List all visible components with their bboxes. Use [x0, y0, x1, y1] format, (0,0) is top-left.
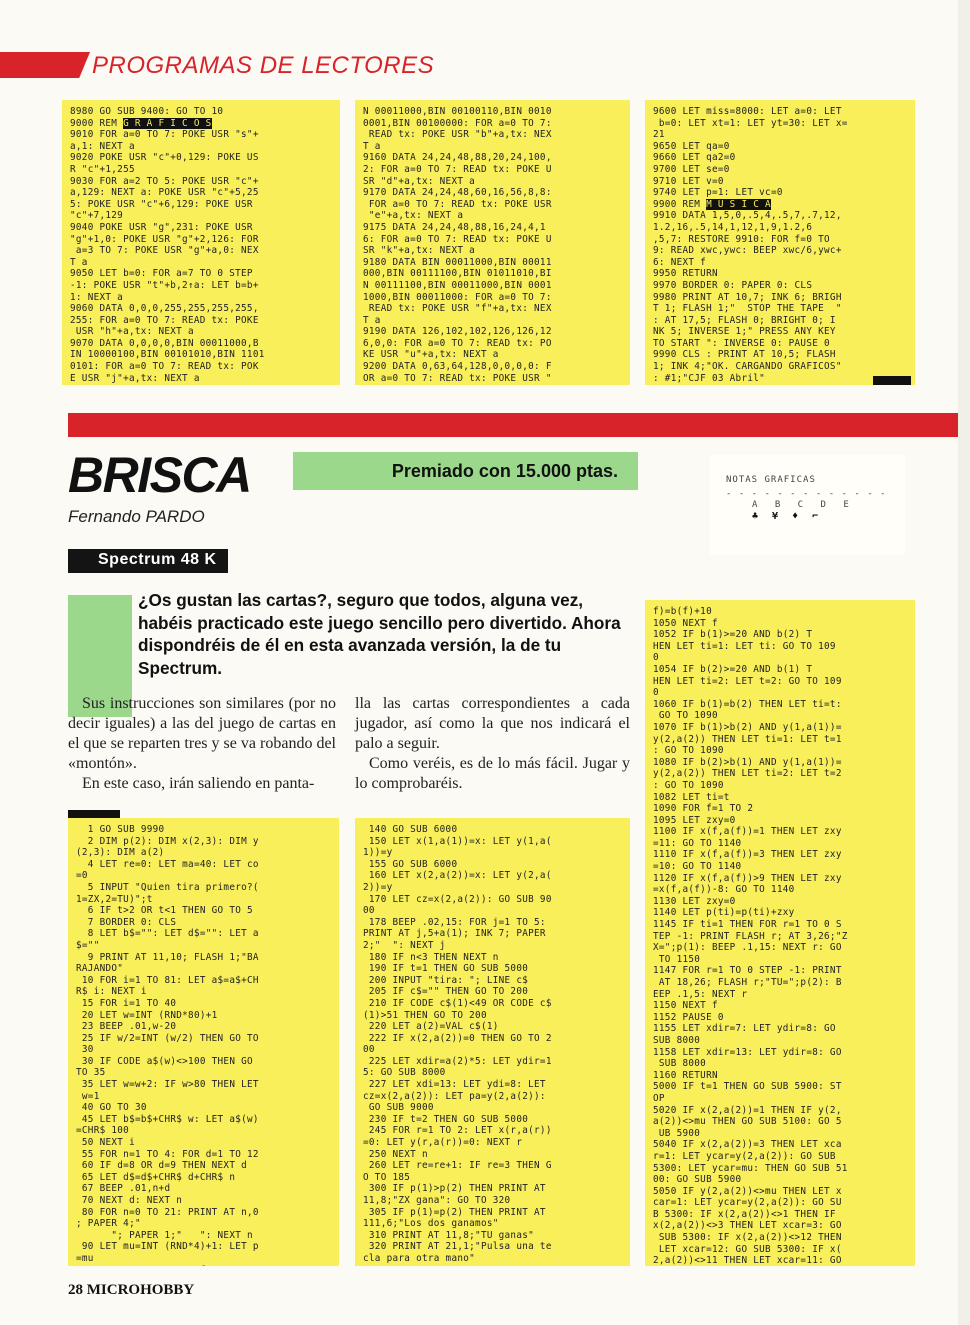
page-edge — [958, 0, 970, 1325]
code-line: w=1 — [76, 1090, 100, 1102]
code-line: 1070 IF b(1)>b(2) AND y(1,a(1))= — [653, 721, 842, 733]
code-line: 60 IF d=8 OR d=9 THEN NEXT d — [76, 1160, 248, 1172]
code-line: 205 IF c$="" THEN GO TO 200 — [363, 986, 529, 998]
code-line: $="" — [76, 939, 100, 951]
code-line: 245 FOR r=1 TO 2: LET x(r,a(r)) — [363, 1125, 552, 1137]
code-line — [363, 384, 624, 385]
code-line: 1 GO SUB 9990 — [76, 824, 165, 835]
code-line: R$ i: NEXT i — [76, 986, 147, 998]
code-line: 21 — [653, 129, 665, 141]
code-line: 9900 REM M U S I C A — [653, 198, 771, 210]
code-line: 1; INK 4;"OK. CARGANDO GRAFICOS" — [653, 361, 842, 373]
code-line: 1=ZX,2=TU)";t — [76, 893, 153, 905]
code-line: a(2))<>mu THEN GO SUB 5100: GO 5 — [653, 1116, 842, 1128]
code-line: NK 5; INVERSE 1;" PRESS ANY KEY — [653, 326, 836, 338]
code-line: 9000 REM G R A F I C O S — [70, 117, 212, 129]
code-line: 6: FOR a=0 TO 7: READ tx: POKE U — [363, 233, 552, 245]
body-paragraph: En este caso, irán saliendo en panta- — [82, 775, 315, 792]
code-line: 1145 IF ti=1 THEN FOR r=1 TO 0 S — [653, 919, 842, 931]
code-line: N 00011000,BIN 00100110,BIN 0010 — [363, 106, 552, 117]
code-line: TEP -1: PRINT FLASH r; AT 3,26;"Z — [653, 930, 848, 942]
code-line: "c"+7,129 — [70, 210, 124, 222]
body-column-2 — [355, 694, 630, 794]
code-line: 1000,BIN 00011000: FOR a=0 TO 7: — [363, 291, 552, 303]
listing-start-marker — [68, 810, 120, 818]
code-line: 1100 IF x(f,a(f))=1 THEN LET zxy — [653, 826, 842, 838]
code-line: 2: FOR a=0 TO 7: READ tx: POKE U — [363, 163, 552, 175]
code-line — [363, 1265, 624, 1266]
code-line: 4 LET re=0: LET ma=40: LET co — [76, 858, 259, 870]
notes-dashes: - - - - - - - - - - - - - — [726, 489, 887, 499]
code-line: B 5300: IF x(2,a(2))<>1 THEN IF — [653, 1208, 836, 1220]
code-line: UB 5900 — [653, 1127, 701, 1139]
listing-bottom-3 — [645, 600, 915, 1266]
code-line: 9980 PRINT AT 10,7; INK 6; BRIGH — [653, 291, 842, 303]
code-line: EEP .1,5: NEXT r — [653, 988, 748, 1000]
code-line: 111,6;"Los dos ganamos" — [363, 1218, 499, 1230]
code-line: 1052 IF b(1)>=20 AND b(2) T — [653, 629, 813, 641]
code-line: a,129: NEXT a: POKE USR "c"+5,25 — [70, 187, 259, 199]
code-line: X=";p(1): BEEP .1,15: NEXT r: GO — [653, 942, 842, 954]
code-line: 8980 GO SUB 9400: GO TO 10 — [70, 106, 224, 117]
code-line: =x(f,a(f))-8: GO TO 1140 — [653, 884, 795, 896]
body-paragraph: Sus instrucciones son similares (por no decir iguales) a las del juego de cartas en el que se reparten tres y se va robando del «montón». — [68, 695, 336, 772]
header-accent — [0, 52, 90, 78]
code-line: 260 LET re=re+1: IF re=3 THEN G — [363, 1160, 552, 1172]
code-line: 1080 IF b(2)>b(1) AND y(1,a(1))= — [653, 756, 842, 768]
code-line: HEN LET ti=2: LET t=2: GO TO 109 — [653, 675, 842, 687]
code-line: 90 LET mu=INT (RND*4)+1: LET p — [76, 1241, 259, 1253]
code-line: "g"+1,0: POKE USR "g"+2,126: FOR — [70, 233, 259, 245]
code-line: 1: NEXT a — [70, 291, 124, 303]
code-line: TO 35 — [76, 1067, 106, 1079]
code-line: 310 PRINT AT 11,8;"TU ganas" — [363, 1229, 535, 1241]
code-line: 1))=y — [363, 847, 393, 859]
code-line: 2;" ": NEXT j — [363, 939, 446, 951]
code-line: 300 IF p(1)>p(2) THEN PRINT AT — [363, 1183, 546, 1195]
notes-glyphs: ♣ ¥ ♦ ⌐ — [752, 511, 823, 522]
code-line: AT 18,26; FLASH r;"TU=";p(2): B — [653, 977, 842, 988]
code-line: 1147 FOR r=1 TO 0 STEP -1: PRINT — [653, 965, 842, 977]
code-line: x(2,a(2))<>3 THEN LET xcar=3: GO — [653, 1220, 842, 1232]
code-line: 9180 DATA BIN 00011000,BIN 00011 — [363, 256, 552, 268]
code-line: 9600 LET miss=8000: LET a=0: LET — [653, 106, 842, 117]
code-line: 1140 LET p(ti)=p(ti)+zxy — [653, 907, 795, 919]
code-line: READ tx: POKE USR "b"+a,tx: NEX — [363, 129, 552, 141]
code-line: OP — [653, 1092, 665, 1104]
code-line: 70 NEXT d: NEXT n — [76, 1195, 183, 1206]
code-line: 35 LET w=w+2: IF w>80 THEN LET — [76, 1079, 259, 1091]
code-line: "; PAPER 1;" ": NEXT n — [76, 1229, 253, 1241]
code-line: 9010 FOR a=0 TO 7: POKE USR "s"+ — [70, 129, 259, 141]
code-line: 220 LET a(2)=VAL c$(1) — [363, 1021, 499, 1033]
code-line: car=1: LET ycar=y(2,a(2)): GO SU — [653, 1197, 842, 1209]
code-line: 320 PRINT AT 21,1;"Pulsa una te — [363, 1241, 552, 1253]
listing-bottom-1 — [68, 818, 339, 1266]
code-line: 9700 LET se=0 — [653, 163, 730, 175]
code-line: LET xcar=12: GO SUB 5300: IF x( — [653, 1243, 842, 1255]
code-line: 2,a(2))<>11 THEN LET xcar=11: GO — [653, 1255, 842, 1266]
code-line: 9: READ xwc,ywc: BEEP xwc/6,ywc+ — [653, 245, 842, 257]
code-line: 00 — [363, 1044, 375, 1056]
code-line: HEN LET ti=1: LET ti: GO TO 109 — [653, 640, 836, 652]
code-line: R "c"+1,255 — [70, 163, 135, 175]
prize-badge: Premiado con 15.000 ptas. — [293, 452, 638, 490]
code-line: 1082 LET ti=t — [653, 791, 730, 803]
code-line: y(2,a(2)) THEN LET ti=1: LET t=1 — [653, 733, 842, 745]
code-line: 9175 DATA 24,24,48,88,16,24,4,1 — [363, 221, 546, 233]
code-line: E USR "j"+a,tx: NEXT a — [70, 372, 200, 384]
code-line: 9030 FOR a=2 TO 5: POKE USR "c"+ — [70, 175, 259, 187]
code-line: N 00111100,BIN 00011000,BIN 0001 — [363, 279, 552, 291]
code-line: 1160 RETURN — [653, 1069, 718, 1081]
listing-top-2 — [355, 100, 630, 385]
code-line: 23 BEEP .01,w-20 — [76, 1021, 177, 1033]
listing-top-1 — [62, 100, 340, 385]
code-line: 170 LET cz=x(2,a(2)): GO SUB 90 — [363, 893, 552, 905]
code-line: 250 NEXT n — [363, 1148, 428, 1160]
code-line: =0 — [76, 870, 88, 882]
code-line: 178 BEEP .02,15: FOR j=1 TO 5: — [363, 916, 546, 928]
graphics-notes — [710, 455, 905, 555]
code-line: "e"+a,tx: NEXT a — [363, 210, 464, 222]
code-line: 5300: LET ycar=mu: THEN GO SUB 51 — [653, 1162, 848, 1174]
code-line: 190 IF t=1 THEN GO SUB 5000 — [363, 963, 529, 975]
code-line: 9050 LET b=0: FOR a=7 TO 0 STEP — [70, 268, 253, 280]
code-line: 2))=y — [363, 881, 393, 893]
machine-label: Spectrum 48 K — [68, 549, 228, 573]
divider-band — [68, 413, 970, 437]
notes-letters: A B C D E — [752, 500, 855, 510]
code-line: 1050 NEXT f — [653, 617, 718, 629]
code-line: 6,0,0: FOR a=0 TO 7: READ tx: PO — [363, 337, 552, 349]
code-line: 160 LET x(2,a(2))=x: LET y(2,a( — [363, 870, 552, 882]
code-line: SR "d"+a,tx: NEXT a — [363, 175, 476, 187]
magazine-name: MICROHOBBY — [86, 1282, 195, 1298]
page-footer — [68, 1282, 194, 1299]
code-line: 0101: FOR a=0 TO 7: READ tx: POK — [70, 361, 259, 373]
code-line: cz=x(2,a(2)): LET pa=y(2,a(2)): — [363, 1090, 546, 1102]
code-line: IN 10000100,BIN 00101010,BIN 1101 — [70, 349, 265, 361]
code-line: a,1: NEXT a — [70, 140, 135, 152]
code-line: (2,3): DIM a(2) — [76, 847, 165, 859]
code-line: 5050 IF y(2,a(2))<>mu THEN LET x — [653, 1185, 842, 1197]
code-line: TO 1150 — [653, 953, 701, 965]
code-line: 20 LET w=INT (RND*80)+1 — [76, 1009, 218, 1021]
code-line: b=0: LET xt=1: LET yt=30: LET x= — [653, 117, 848, 129]
article-title: BRISCA — [68, 447, 251, 503]
code-line: 10 FOR i=1 TO 81: LET a$=a$+CH — [76, 974, 259, 986]
end-marker — [873, 376, 911, 385]
code-line: 9970 BORDER 0: PAPER 0: CLS — [653, 279, 813, 291]
code-line: 200 INPUT "tira: "; LINE c$ — [363, 974, 529, 986]
code-line: 9650 LET qa=0 — [653, 140, 730, 152]
code-line: : AT 17,5; FLASH 0; BRIGHT 0; I — [653, 314, 836, 326]
code-line: 15 FOR i=1 TO 40 — [76, 997, 177, 1009]
code-line: 210 IF CODE c$(1)<49 OR CODE c$ — [363, 997, 552, 1009]
code-line: 50 NEXT i — [76, 1137, 135, 1149]
article-intro: ¿Os gustan las cartas?, seguro que todos, alguna vez, habéis practicado este juego sencillo pero divertido. Ahora dispondréis de él en esta avanzada versión, la de tu Spectrum. — [138, 590, 621, 678]
page-number: 28 — [68, 1282, 83, 1298]
code-line: SUB 8000 — [653, 1058, 707, 1070]
code-line: 305 IF p(1)=p(2) THEN PRINT AT — [363, 1206, 546, 1218]
code-line: RAJANDO" — [76, 963, 124, 975]
code-line: SUB 8000 — [653, 1034, 701, 1046]
code-line: PRINT AT j,5+a(1); INK 7; PAPER — [363, 928, 546, 940]
code-line — [76, 1265, 333, 1266]
code-line: =0: LET y(r,a(r))=0: NEXT r — [363, 1137, 523, 1149]
code-line: 80 FOR n=0 TO 21: PRINT AT n,0 — [76, 1206, 259, 1218]
code-line: 45 LET b$=b$+CHR$ w: LET a$(w) — [76, 1113, 259, 1125]
code-line: 9040 POKE USR "g",231: POKE USR — [70, 221, 253, 233]
code-line: 6 IF t>2 OR t<1 THEN GO TO 5 — [76, 905, 253, 917]
code-line: ; PAPER 4;" — [76, 1218, 141, 1230]
code-line: y(2,a(2)) THEN LET ti=2: LET t=2 — [653, 768, 842, 780]
code-line: 9160 DATA 24,24,48,88,20,24,100, — [363, 152, 552, 164]
code-line: 7 BORDER 0: CLS — [76, 916, 177, 928]
code-line: 11,8;"ZX gana": GO TO 320 — [363, 1195, 511, 1206]
code-line: 00: GO SUB 5900 — [653, 1174, 742, 1186]
code-line: 0 — [653, 652, 659, 664]
code-line: 9740 LET p=1: LET vc=0 — [653, 187, 783, 199]
code-line: 000,BIN 00111100,BIN 01011010,BI — [363, 268, 552, 280]
code-line: 9170 DATA 24,24,48,60,16,56,8,8: — [363, 187, 552, 199]
body-paragraph: Como veréis, es de lo más fácil. Jugar y lo comprobaréis. — [355, 755, 630, 792]
code-line: FOR a=0 TO 7: READ tx: POKE USR — [363, 198, 552, 210]
code-line: 1158 LET xdir=13: LET ydir=8: GO — [653, 1046, 842, 1058]
code-line: 30 IF CODE a$(w)<>100 THEN GO — [76, 1055, 253, 1067]
code-line — [70, 384, 334, 385]
code-line: 5040 IF x(2,a(2))=3 THEN LET xca — [653, 1139, 842, 1151]
code-line: -1: POKE USR "t"+b,2↑a: LET b=b+ — [70, 279, 259, 291]
code-line: 1120 IF x(f,a(f))>9 THEN LET zxy — [653, 872, 842, 884]
code-line: 227 LET xdi=13: LET ydi=8: LET — [363, 1079, 546, 1091]
code-line: (1)>51 THEN GO TO 200 — [363, 1009, 487, 1021]
code-line: 9710 LET v=0 — [653, 175, 724, 187]
code-line: GO TO 1090 — [653, 710, 718, 722]
code-line: 00 — [363, 905, 375, 917]
code-line: 5: GO SUB 8000 — [363, 1067, 446, 1079]
code-line: 9070 DATA 0,0,0,0,BIN 00011000,B — [70, 337, 259, 349]
highlighted-code: M U S I C A — [706, 198, 771, 210]
code-line: 9990 CLS : PRINT AT 10,5; FLASH — [653, 349, 836, 361]
code-line: =11: GO TO 1140 — [653, 837, 742, 849]
code-line: 9060 DATA 0,0,0,255,255,255,255, — [70, 303, 259, 315]
listing-top-3 — [645, 100, 915, 385]
code-line: 67 BEEP .01,n+d — [76, 1183, 171, 1195]
code-line: a=3 TO 7: POKE USR "g"+a,0: NEX — [70, 245, 259, 257]
code-line: USR "h"+a,tx: NEXT a — [70, 326, 194, 338]
code-line: 5: POKE USR "c"+6,129: POKE USR — [70, 198, 253, 210]
code-line: f)=b(f)+10 — [653, 606, 712, 617]
code-line: 1054 IF b(2)>=20 AND b(1) T — [653, 663, 813, 675]
code-line: T a — [363, 314, 381, 326]
code-line: 1090 FOR f=1 TO 2 — [653, 803, 754, 815]
code-line: 0 — [653, 687, 659, 699]
code-line: 9950 RETURN — [653, 268, 718, 280]
listing-bottom-2 — [355, 818, 630, 1266]
code-line: ,5,7: RESTORE 9910: FOR f=0 TO — [653, 233, 830, 245]
code-line: 180 IF n<3 THEN NEXT n — [363, 951, 499, 963]
code-line: =mu — [76, 1252, 94, 1264]
code-line: : GO TO 1090 — [653, 745, 724, 757]
code-line: 5 INPUT "Quien tira primero?( — [76, 881, 259, 893]
body-paragraph: lla las cartas correspondientes a cada jugador, así como la que nos indicará el palo a seguir. — [355, 695, 630, 752]
code-line: cla para otra mano" — [363, 1252, 476, 1264]
code-line: 5000 IF t=1 THEN GO SUB 5900: ST — [653, 1081, 842, 1093]
code-line: 1060 IF b(1)=b(2) THEN LET ti=t: — [653, 698, 842, 710]
code-line: 6: NEXT f — [653, 256, 707, 268]
code-line: 9 PRINT AT 11,10; FLASH 1;"BA — [76, 951, 259, 963]
code-line: 30 — [76, 1044, 94, 1056]
article-author: Fernando PARDO — [68, 507, 205, 526]
code-line: 1130 LET zxy=0 — [653, 895, 736, 907]
code-line: 155 GO SUB 6000 — [363, 858, 458, 870]
code-line: =CHR$ 100 — [76, 1125, 130, 1137]
code-line: 55 FOR n=1 TO 4: FOR d=1 TO 12 — [76, 1148, 259, 1160]
code-line: 140 GO SUB 6000 — [363, 824, 458, 835]
code-line: 225 LET xdir=a(2)*5: LET ydir=1 — [363, 1055, 552, 1067]
code-line: SR "k"+a,tx: NEXT a — [363, 245, 476, 257]
highlighted-code: G R A F I C O S — [123, 117, 212, 129]
code-line: 230 IF t=2 THEN GO SUB 5000 — [363, 1113, 529, 1125]
code-line: =10: GO TO 1140 — [653, 861, 742, 873]
code-line: OR a=0 TO 7: READ tx: POKE USR " — [363, 372, 552, 384]
code-line: 40 GO TO 30 — [76, 1102, 147, 1114]
code-line: 9020 POKE USR "c"+0,129: POKE US — [70, 152, 259, 164]
code-line: r=1: LET ycar=y(2,a(2)): GO SUB — [653, 1150, 836, 1162]
body-column-1 — [68, 694, 336, 794]
code-line: T a — [70, 256, 88, 268]
code-line: 255: FOR a=0 TO 7: READ tx: POKE — [70, 314, 259, 326]
code-line: : #1;"CJF 03 Abril" — [653, 372, 766, 384]
code-line: T 1; FLASH 1;" STOP THE TAPE " — [653, 303, 842, 315]
code-line: KE USR "u"+a,tx: NEXT a — [363, 349, 499, 361]
code-line: 1152 PAUSE 0 — [653, 1011, 724, 1023]
code-line: 5020 IF x(2,a(2))=1 THEN IF y(2, — [653, 1104, 842, 1116]
code-line — [653, 384, 909, 385]
code-line: 9190 DATA 126,102,102,126,126,12 — [363, 326, 552, 338]
code-line: 222 IF x(2,a(2))=0 THEN GO TO 2 — [363, 1032, 552, 1044]
code-line: READ tx: POKE USR "f"+a,tx: NEX — [363, 303, 552, 315]
code-line: 150 LET x(1,a(1))=x: LET y(1,a( — [363, 835, 552, 847]
code-line: 1110 IF x(f,a(f))=3 THEN LET zxy — [653, 849, 842, 861]
notes-title: NOTAS GRAFICAS — [726, 475, 816, 485]
code-line: 9200 DATA 0,63,64,128,0,0,0,0: F — [363, 361, 552, 373]
code-line: : GO TO 1090 — [653, 779, 724, 791]
code-line: T a — [363, 140, 381, 152]
code-line: 9660 LET qa2=0 — [653, 152, 736, 164]
code-line: SUB 5300: IF x(2,a(2))<>12 THEN — [653, 1232, 842, 1244]
code-line: 1150 NEXT f — [653, 1000, 718, 1012]
code-line: TO START ": INVERSE 0: PAUSE 0 — [653, 337, 830, 349]
code-line: GO SUB 9000 — [363, 1102, 434, 1114]
section-title: PROGRAMAS DE LECTORES — [92, 52, 435, 79]
code-line: 1095 LET zxy=0 — [653, 814, 736, 826]
code-line: 25 IF w/2=INT (w/2) THEN GO TO — [76, 1032, 259, 1044]
code-line: 8 LET b$="": LET d$="": LET a — [76, 928, 259, 940]
code-line: 2 DIM p(2): DIM x(2,3): DIM y — [76, 835, 259, 847]
code-line: 9910 DATA 1,5,0,.5,4,.5,7,.7,12, — [653, 210, 842, 222]
code-line: 0001,BIN 00100000: FOR a=0 TO 7: — [363, 117, 552, 129]
code-line: 65 LET d$=d$+CHR$ d+CHR$ n — [76, 1171, 236, 1183]
code-line: 1155 LET xdir=7: LET ydir=8: GO — [653, 1023, 836, 1035]
code-line: O TO 185 — [363, 1171, 411, 1183]
code-line: 1.2,16,.5,14,1,12,1,9,1.2,6 — [653, 221, 813, 233]
